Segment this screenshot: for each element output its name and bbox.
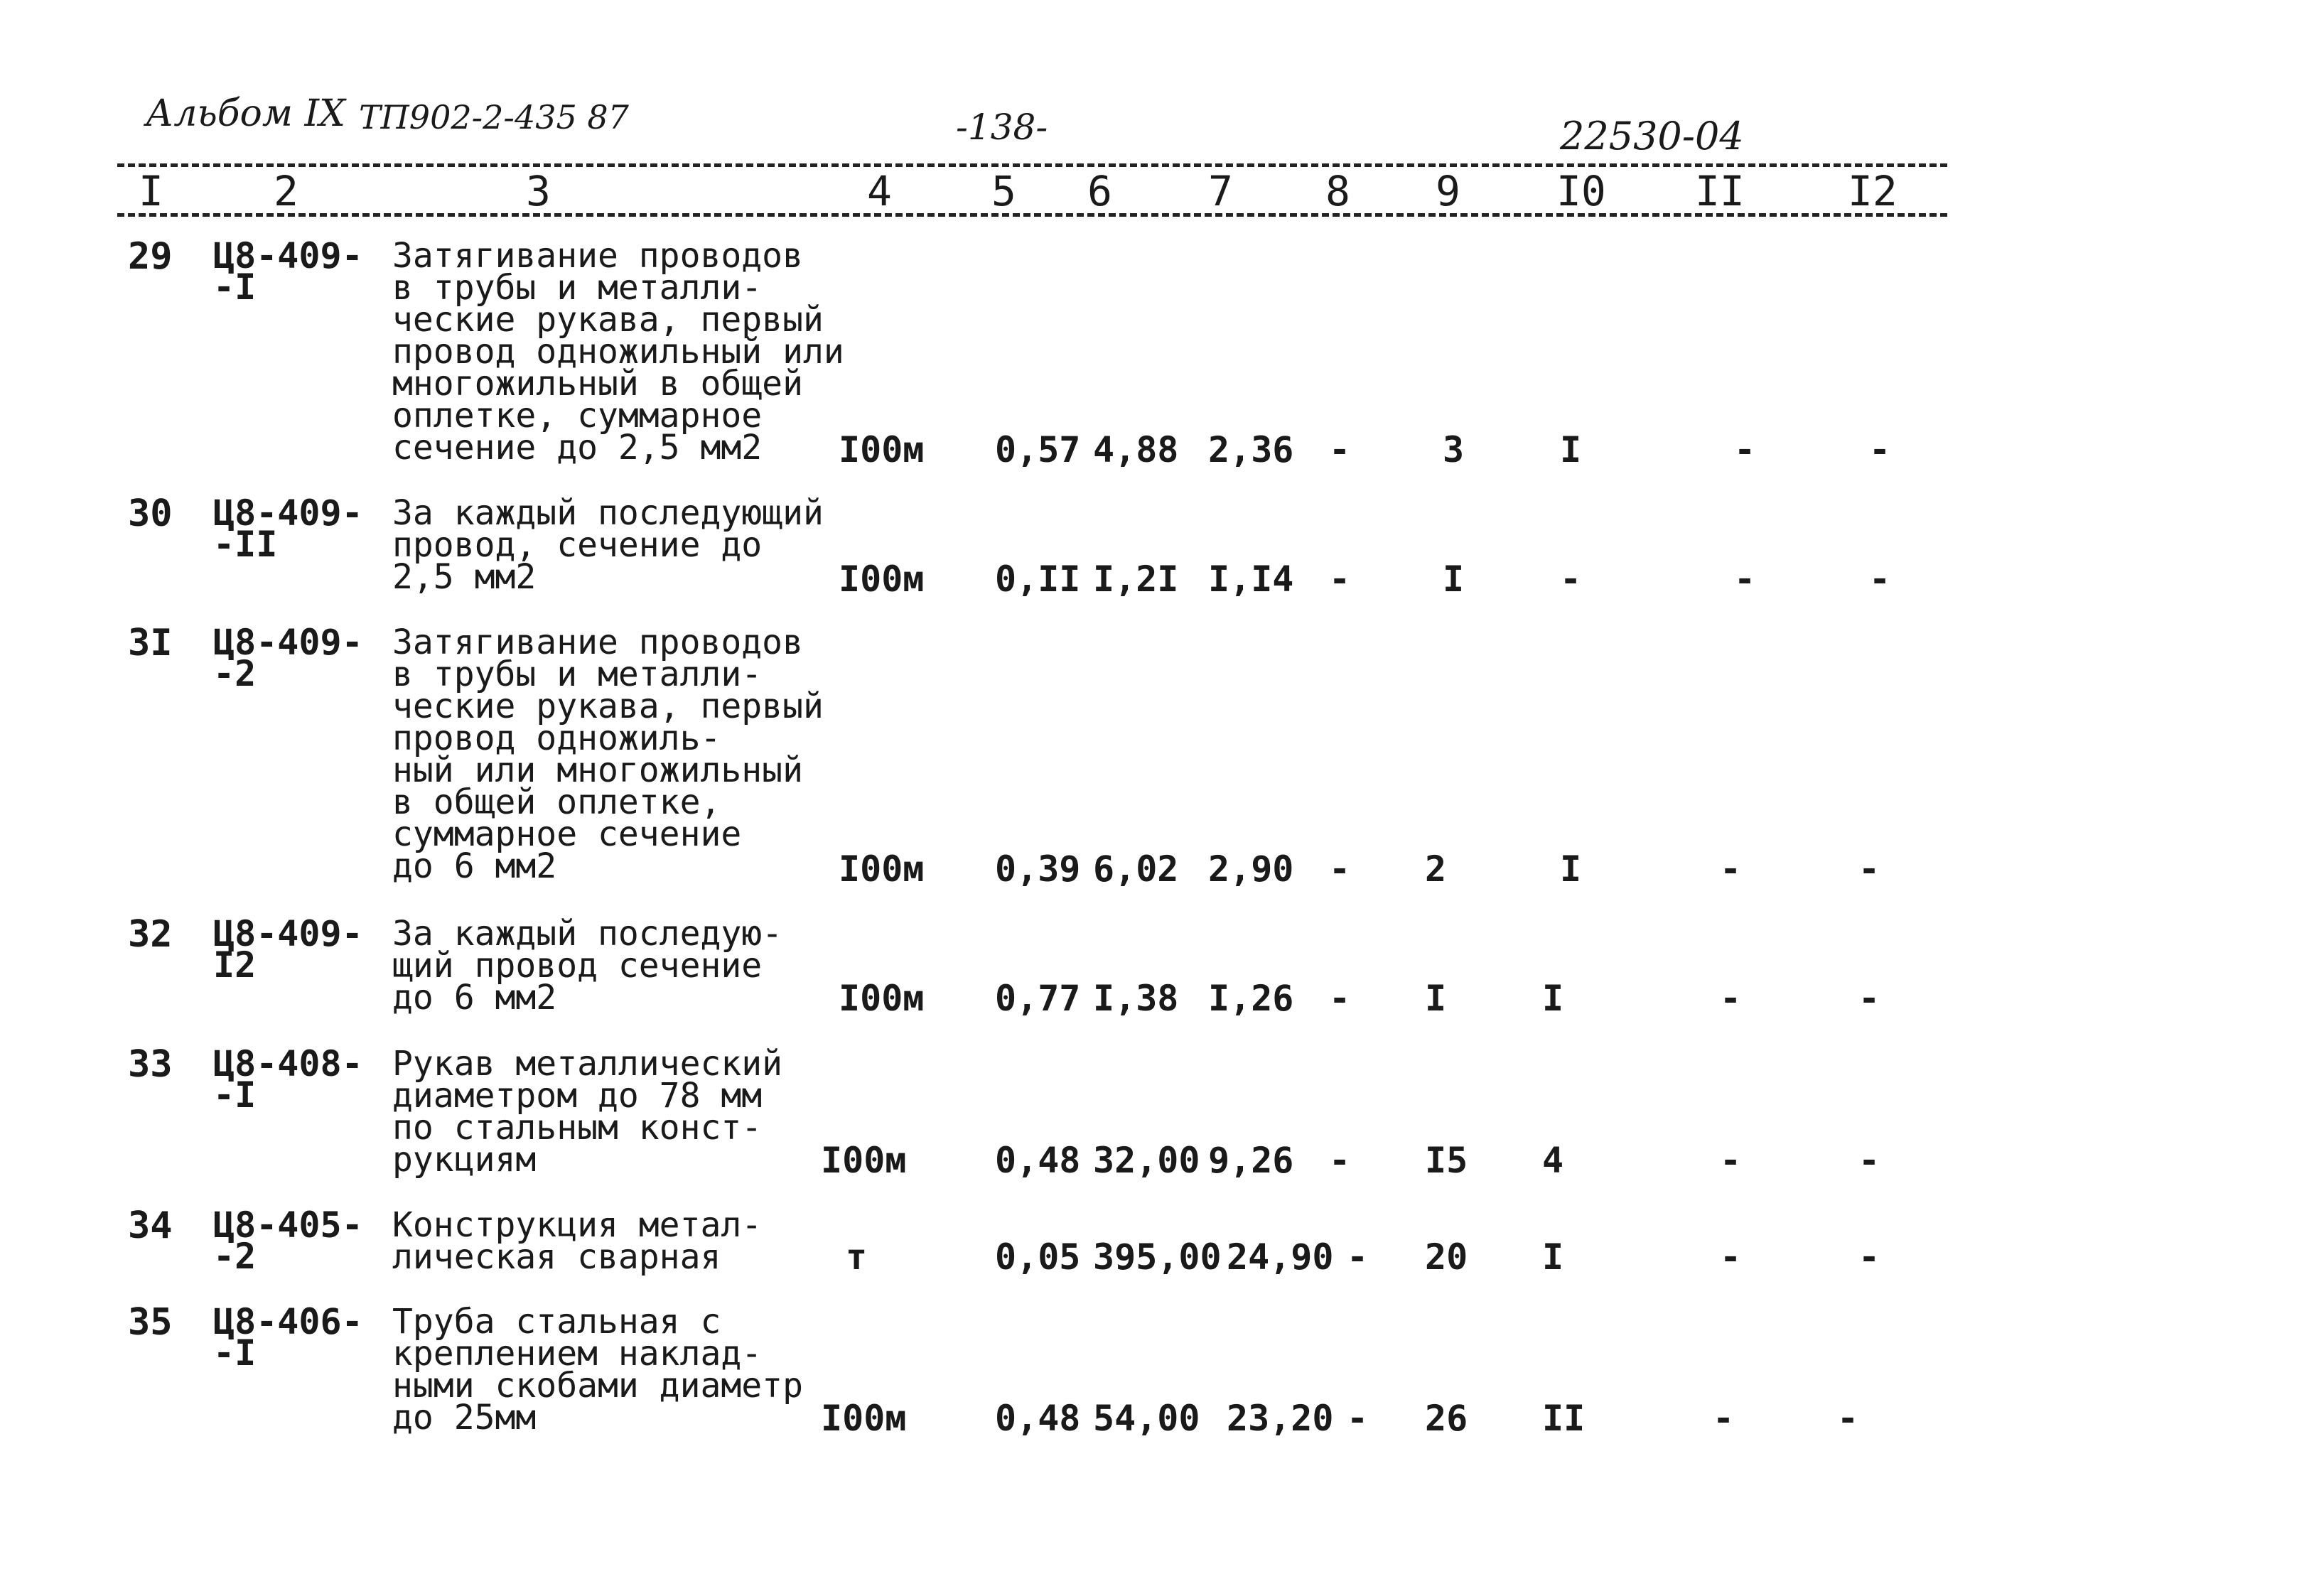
col5-value: 0,57 <box>995 429 1081 470</box>
col-header-6: 6 <box>1087 167 1112 215</box>
work-description: За каждый последующий провод, сечение до 2,5 мм2 <box>392 493 824 597</box>
col6-value: 54,00 <box>1093 1398 1200 1439</box>
col8-value: - <box>1329 978 1351 1019</box>
col6-value: 32,00 <box>1093 1140 1200 1181</box>
col11-value: - <box>1720 1236 1742 1278</box>
col11-value: - <box>1720 978 1742 1019</box>
work-description: За каждый последую- щий провод сечение до 6 мм2 <box>392 914 783 1018</box>
col6-value: 4,88 <box>1093 429 1179 470</box>
col8-value: - <box>1329 559 1351 600</box>
col10-value: I <box>1542 978 1564 1019</box>
row-number: 33 <box>128 1043 173 1086</box>
col-header-4: 4 <box>867 167 892 215</box>
work-description: Затягивание проводов в трубы и металли- ческие рукава, первый провод одножильный или многожильный в общей оплетке, суммарное сечение до 2,5 мм2 <box>392 236 844 468</box>
row-number: 29 <box>128 235 173 278</box>
col-header-2: 2 <box>274 167 298 215</box>
unit: I00м <box>821 1140 907 1181</box>
col-header-11: II <box>1695 167 1745 215</box>
col12-value: - <box>1869 429 1891 470</box>
col12-value: - <box>1858 848 1880 890</box>
col12-value: - <box>1837 1398 1859 1439</box>
col12-value: - <box>1869 559 1891 600</box>
col7-value: 9,26 <box>1208 1140 1294 1181</box>
row-number: 3I <box>128 622 173 664</box>
col6-value: I,38 <box>1093 978 1179 1019</box>
col9-value: I <box>1425 978 1447 1019</box>
col-header-9: 9 <box>1436 167 1460 215</box>
rate-code: Ц8-409- -I <box>213 235 363 308</box>
col7-value: I,26 <box>1208 978 1294 1019</box>
col-header-5: 5 <box>991 167 1016 215</box>
col8-value: - <box>1329 1140 1351 1181</box>
work-description: Конструкция метал- лическая сварная <box>392 1205 763 1277</box>
col7-value: 2,90 <box>1208 848 1294 890</box>
col10-value: I <box>1560 848 1582 890</box>
col-header-12: I2 <box>1848 167 1898 215</box>
col9-value: 2 <box>1425 848 1447 890</box>
col8-value: - <box>1329 429 1351 470</box>
col10-value: II <box>1542 1398 1586 1439</box>
col10-value: 4 <box>1542 1140 1564 1181</box>
rate-code: Ц8-408- -I <box>213 1043 363 1116</box>
col9-value: 26 <box>1425 1398 1468 1439</box>
col9-value: 3 <box>1443 429 1465 470</box>
col6-value: 6,02 <box>1093 848 1179 890</box>
col10-value: I <box>1560 429 1582 470</box>
work-description: Рукав металлический диаметром до 78 мм по стальным конст- рукциям <box>392 1044 783 1180</box>
col11-value: - <box>1720 1140 1742 1181</box>
col10-value: I <box>1542 1236 1564 1278</box>
row-number: 35 <box>128 1301 173 1344</box>
rate-code: Ц8-409- -2 <box>213 622 363 694</box>
col6-value: 395,00 <box>1093 1236 1222 1278</box>
row-number: 34 <box>128 1204 173 1247</box>
col6-value: I,2I <box>1093 559 1179 600</box>
unit: I00м <box>839 429 925 470</box>
work-description: Труба стальная с креплением наклад- ными скобами диаметр до 25мм <box>392 1302 803 1438</box>
unit: I00м <box>821 1398 907 1439</box>
col9-value: I <box>1443 559 1465 600</box>
col7-value: 24,90 <box>1227 1236 1334 1278</box>
col9-value: 20 <box>1425 1236 1468 1278</box>
col5-value: 0,48 <box>995 1398 1081 1439</box>
row-number: 30 <box>128 492 173 535</box>
project-code: ТП902-2-435 87 <box>359 98 629 136</box>
col-header-3: 3 <box>526 167 551 215</box>
rate-code: Ц8-406- -I <box>213 1301 363 1374</box>
unit: т <box>846 1236 868 1278</box>
col12-value: - <box>1858 978 1880 1019</box>
col7-value: I,I4 <box>1208 559 1294 600</box>
header-top-rule <box>117 163 1947 167</box>
col11-value: - <box>1734 429 1756 470</box>
col-header-8: 8 <box>1325 167 1350 215</box>
col10-value: - <box>1560 559 1582 600</box>
col8-value: - <box>1347 1236 1369 1278</box>
unit: I00м <box>839 559 925 600</box>
col9-value: I5 <box>1425 1140 1468 1181</box>
col5-value: 0,77 <box>995 978 1081 1019</box>
col7-value: 2,36 <box>1208 429 1294 470</box>
col12-value: - <box>1858 1140 1880 1181</box>
col5-value: 0,II <box>995 559 1081 600</box>
col5-value: 0,39 <box>995 848 1081 890</box>
row-number: 32 <box>128 913 173 956</box>
col-header-1: I <box>139 167 163 215</box>
col12-value: - <box>1858 1236 1880 1278</box>
rate-code: Ц8-405- -2 <box>213 1204 363 1277</box>
rate-code: Ц8-409- I2 <box>213 913 363 986</box>
col5-value: 0,48 <box>995 1140 1081 1181</box>
col8-value: - <box>1329 848 1351 890</box>
page-number: -138- <box>956 107 1048 148</box>
col5-value: 0,05 <box>995 1236 1081 1278</box>
work-description: Затягивание проводов в трубы и металли- ческие рукава, первый провод одножиль- ный или многожильный в общей оплетке, суммарное сечение до 6 мм2 <box>392 622 824 886</box>
col-header-7: 7 <box>1208 167 1233 215</box>
col8-value: - <box>1347 1398 1369 1439</box>
col-header-10: I0 <box>1556 167 1606 215</box>
col11-value: - <box>1734 559 1756 600</box>
document-number: 22530-04 <box>1560 114 1744 158</box>
album-label: Альбом IX <box>146 92 346 135</box>
unit: I00м <box>839 978 925 1019</box>
col11-value: - <box>1713 1398 1735 1439</box>
rate-code: Ц8-409- -II <box>213 492 363 565</box>
unit: I00м <box>839 848 925 890</box>
col11-value: - <box>1720 848 1742 890</box>
header-bottom-rule <box>117 213 1947 217</box>
col7-value: 23,20 <box>1227 1398 1334 1439</box>
